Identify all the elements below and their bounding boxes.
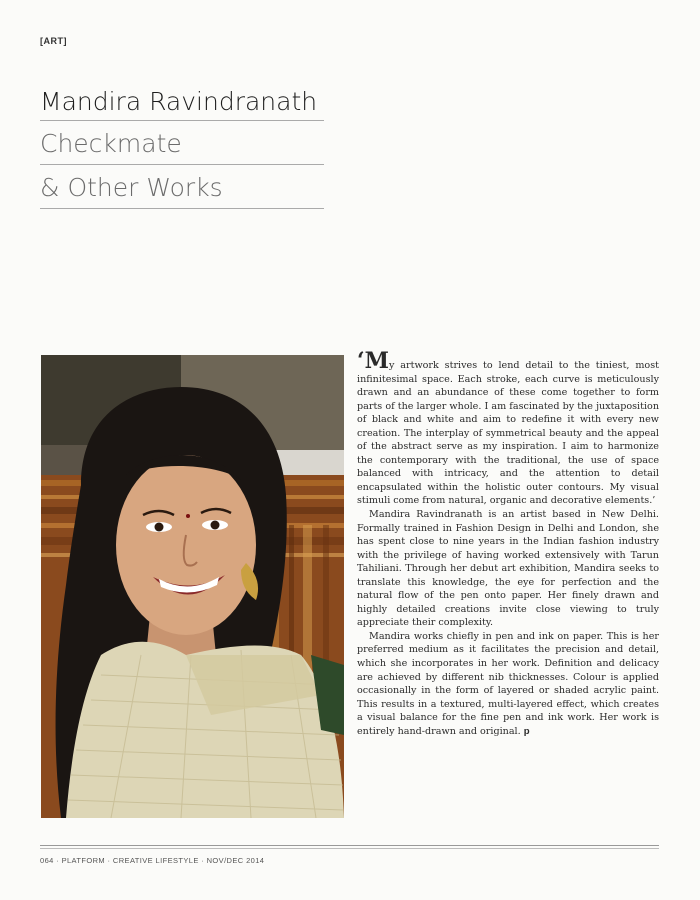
article-paragraph-2: Mandira Ravindranath is an artist based in New Delhi. Formally trained in Fashion Design in Delhi and London, she has spent close to nine years in the Indian fashion industry with the privilege of having worked extensively with Tarun Tahiliani. Through her debut art exhibition, Mandira seeks to translate this knowledge, the eye for perfection and the natural flow of the pen onto paper. Her finely drawn and highly detailed creations invite close viewing to truly appreciate their complexity. [357, 509, 659, 629]
portrait-photo [41, 355, 344, 818]
title-subtitle-line-2: & Other Works [40, 165, 324, 209]
footer-divider [40, 845, 659, 846]
paragraph-3-text: Mandira works chiefly in pen and ink on paper. This is her preferred medium as it facilitates the precision and detail, which she incorporates in her work. Definition and delicacy are achieved by different nib thicknesses. Colour is applied occasionally in the form of layered or shaded acrylic paint. This results in a textured, multi-layered effect, which creates a visual balance for the fine pen and ink work. Her work is entirely hand-drawn and original. [357, 630, 659, 737]
paragraph-1-text: y artwork strives to lend detail to the tiniest, most infinitesimal space. Each stroke, each curve is meticulously drawn and an abundance of these come together to form parts of the larger whole. I am fascinated by the juxtaposition of black and white and aim to redefine it with every new creation. The interplay of symmetrical beauty and the appeal of the abstract serve as my inspiration. I aim to harmonize the contemporary with the traditional, the use of space balanced with intricacy, and the attention to detail encapsulated within the holistic outer contours. My visual stimuli come from natural, organic and decorative elements.’ [357, 360, 659, 507]
end-mark-icon: p [523, 725, 530, 737]
section-tag: [ART] [40, 36, 67, 46]
article-paragraph-3 [357, 630, 659, 738]
footer-divider-secondary [40, 848, 659, 849]
article-title [40, 84, 324, 209]
drop-cap: ‘M [357, 348, 390, 374]
title-artist-name: Mandira Ravindranath [40, 84, 324, 121]
article-body [357, 348, 659, 738]
article-paragraph-1 [357, 348, 659, 508]
title-subtitle-line-1: Checkmate [40, 121, 324, 165]
page-footer: 064 · PLATFORM · CREATIVE LIFESTYLE · NOV/DEC 2014 [40, 856, 265, 865]
